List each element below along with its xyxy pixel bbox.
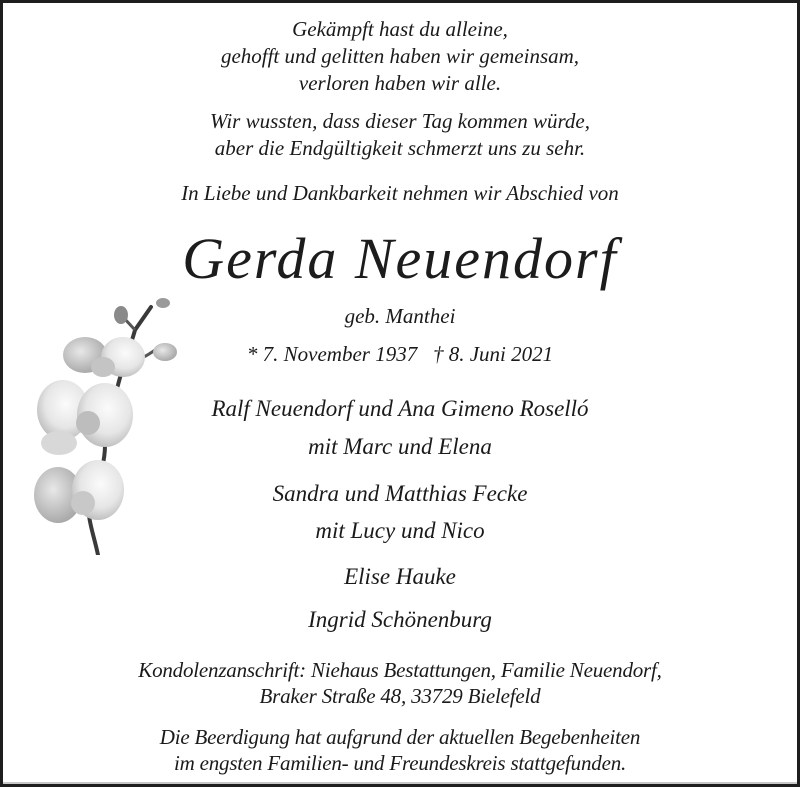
life-dates: * 7. November 1937 † 8. Juni 2021 <box>246 342 554 366</box>
deceased-name: Gerda Neuendorf <box>182 226 618 291</box>
intro-text: In Liebe und Dankbarkeit nehmen wir Abschied von <box>181 181 619 205</box>
poem-line: Wir wussten, dass dieser Tag kommen würde, <box>210 109 590 133</box>
obituary-notice <box>3 3 797 784</box>
poem-line: verloren haben wir alle. <box>298 71 502 95</box>
poem-line: Gekämpft hast du alleine, <box>292 17 508 41</box>
mourner-line: Sandra und Matthias Fecke <box>272 481 528 506</box>
mourner-line: Ingrid Schönenburg <box>308 607 492 632</box>
mourner-line: Ralf Neuendorf und Ana Gimeno Roselló <box>211 396 589 421</box>
funeral-note: Die Beerdigung hat aufgrund der aktuellen Begebenheiten <box>159 725 641 749</box>
poem-line: gehofft und gelitten haben wir gemeinsam, <box>220 44 580 68</box>
poem-line: aber die Endgültigkeit schmerzt uns zu sehr. <box>214 136 586 160</box>
mourner-line: mit Marc und Elena <box>308 434 492 459</box>
funeral-note: im engsten Familien- und Freundeskreis stattgefunden. <box>173 751 627 775</box>
mourner-line: Elise Hauke <box>344 564 456 589</box>
maiden-name: geb. Manthei <box>344 304 456 328</box>
orchid-icon <box>23 295 203 555</box>
condolence-address: Kondolenzanschrift: Niehaus Bestattungen, Familie Neuendorf, <box>138 658 662 682</box>
mourner-line: mit Lucy und Nico <box>315 518 485 543</box>
condolence-address: Braker Straße 48, 33729 Bielefeld <box>259 684 541 708</box>
